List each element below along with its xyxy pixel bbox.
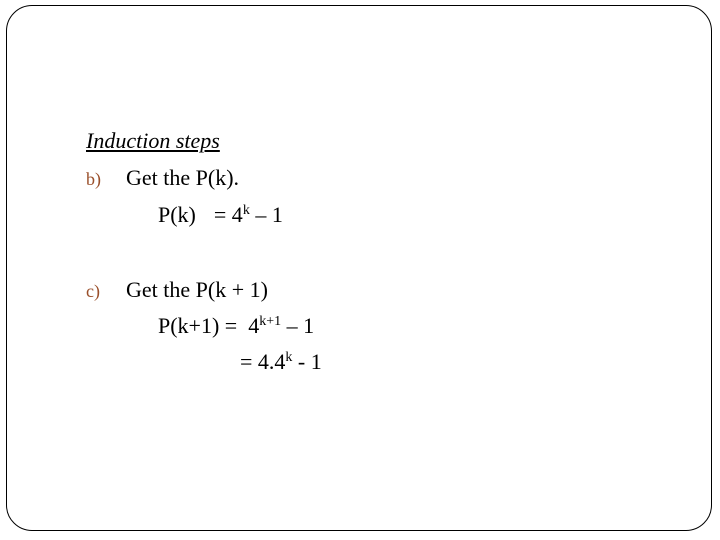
slide-frame [6,5,712,531]
equation-pk1-rhs-prefix: 4 [248,313,260,338]
equation-step-exponent: k [285,350,293,365]
equation-step-prefix: = 4.4 [240,349,286,374]
slide-heading: Induction steps [86,128,220,153]
equation-pk1-lhs: P(k+1) = [158,313,238,338]
equation-step-suffix: - 1 [292,349,322,374]
list-marker-b: b) [86,169,101,189]
equation-pk1-rhs-suffix: – 1 [281,313,315,338]
list-marker-c: c) [86,281,100,301]
list-text-c: Get the P(k + 1) [126,277,268,302]
equation-pk-rhs-prefix: = 4 [213,202,243,227]
list-item-c [86,279,268,301]
equation-pk1-step [240,351,322,373]
equation-pk-rhs-suffix: – 1 [249,202,283,227]
equation-pk-lhs: P(k) [158,202,196,227]
equation-pk1-exponent: k+1 [259,314,282,329]
equation-pk1 [158,315,314,337]
list-text-b: Get the P(k). [126,165,240,190]
equation-pk [158,204,283,226]
list-item-b [86,167,239,189]
equation-pk-exponent: k [242,203,250,218]
